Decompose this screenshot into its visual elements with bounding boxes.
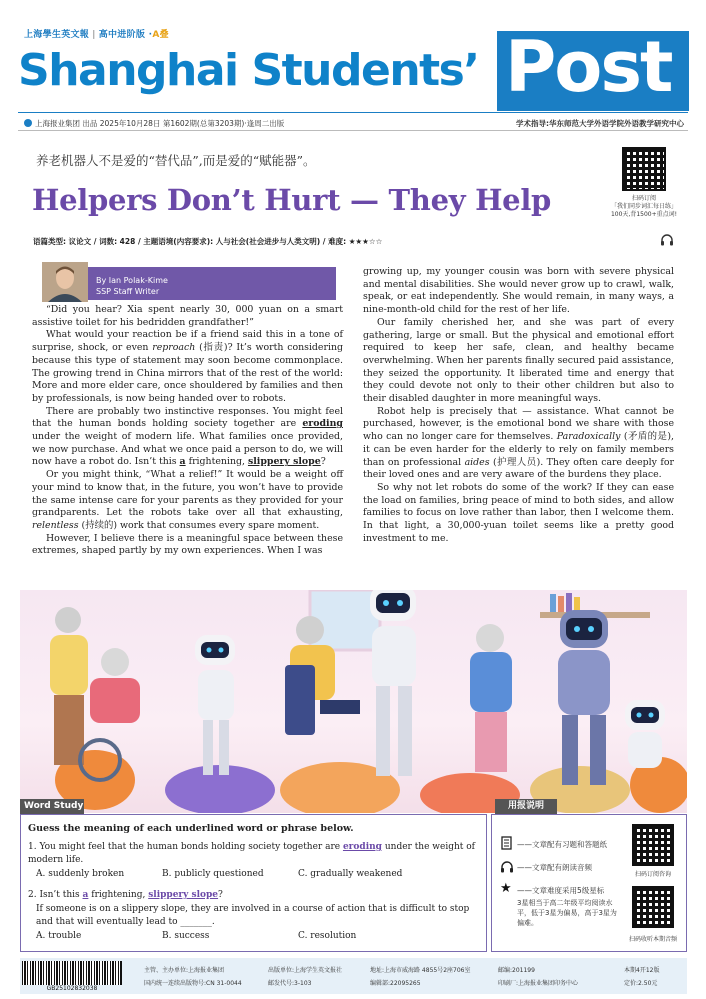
usage-row-difficulty: ——文章难度采用5级星标 xyxy=(517,886,605,895)
paragraph: So why not let robots do some of the work? If they can ease the load on families, bring peace of mind to both sides, and allow families to focus on love rather than labor, then I welcome them. In that light, a 30,000-yuan toilet seems like a pretty good investment to me. xyxy=(363,481,674,544)
publication-info: 上海报业集团 出品 2025年10月28日 第1602期(总第3203期)·逢周二出版 xyxy=(24,118,284,129)
article-column-left xyxy=(32,304,343,558)
footer-address: 地址:上海市威海路 4855号2座706室 xyxy=(370,967,471,974)
paragraph: “Did you hear? Xia spent nearly 30, 000 yuan on a smart assistive toilet for his bedridden grandfather!” xyxy=(32,304,343,328)
qr-caption: 扫码订阅 「我们同步词汇每日练」 100天,背1500+重点词! xyxy=(610,195,678,218)
worksheet-icon xyxy=(500,836,514,850)
article-column-right xyxy=(363,266,674,545)
masthead-title: Shanghai Students’ xyxy=(18,45,479,96)
byline xyxy=(96,275,168,297)
footer-phone: 编辑部:22095265 xyxy=(370,980,421,987)
paragraph: Or you might think, “What a relief!” It would be a weight off your mind to know that, in the future, you won’t have to provide the same intense care for your parents as they provided for your grandparents. Let the robots take over all that exhausting, relentless (持续的) work that consumes every spare moment. xyxy=(32,469,343,531)
subscribe-qr-code[interactable] xyxy=(622,147,666,191)
paragraph: However, I believe there is a meaningful space between these extremes, shaped partly by my own experiences. When I was xyxy=(32,532,343,557)
masthead-rule xyxy=(18,112,688,113)
subscribe-consult-qr-code[interactable] xyxy=(632,824,674,866)
academic-advisor: 学术指导:华东师范大学外语学院外语教学研究中心 xyxy=(516,119,684,128)
barcode-number: GB25102832038 xyxy=(46,985,98,992)
group-logo-icon xyxy=(24,119,32,127)
footer-pages: 本期4开12版 xyxy=(624,967,660,974)
word-study-title: Guess the meaning of each underlined word or phrase below. xyxy=(28,823,354,834)
q2-option-c[interactable]: C. resolution xyxy=(298,931,357,941)
barcode xyxy=(22,961,122,985)
author-avatar xyxy=(42,262,88,302)
paragraph: growing up, my younger cousin was born with severe physical and mental disabilities. She would never grow up to crawl, walk, speak, or eat independently. She would remain, in many ways, a nine-month-old child for the rest of her life. xyxy=(363,266,674,316)
word-study-label: Word Study xyxy=(20,799,84,814)
illustration-elder-care-robots xyxy=(20,590,687,813)
qr2-caption: 扫码收听本期音频 xyxy=(628,936,677,943)
author-role: SSP Staff Writer xyxy=(96,287,160,296)
keyword-slippery-slope: slippery slope xyxy=(148,890,219,900)
article-subhead: 养老机器人不是爱的“替代品”,而是爱的“赋能器”。 xyxy=(36,153,316,168)
footer-postcode: 邮发代号:3-103 xyxy=(268,980,312,987)
headphone-icon[interactable] xyxy=(660,234,674,246)
star-icon: ★ xyxy=(500,881,512,896)
keyword-eroding: eroding xyxy=(342,842,382,852)
audio-icon xyxy=(500,861,514,873)
edition: 高中进阶版 ·A叠 xyxy=(98,30,169,40)
author-name: By Ian Polak-Kime xyxy=(96,276,168,285)
footer-cn: 国内统一连续出版物号:CN 31-0044 xyxy=(144,980,242,987)
usage-row-audio: ——文章配有朗读音频 xyxy=(517,863,592,872)
question-1: 1. You might feel that the human bonds holding society together are eroding under the weight of modern life. xyxy=(28,842,475,865)
brand-line: 上海學生英文報 | 高中进阶版 ·A叠 xyxy=(24,30,169,40)
paragraph: Robot help is precisely that — assistance. What cannot be purchased, however, is the emotional bond we share with those who can no longer care for themselves. Paradoxically (矛盾的是), it can be even harder for the elderly to rely on family members than on professional aides (护理人员). They often care deeply for their loved ones and are very aware of the burdens they place. xyxy=(363,405,675,481)
word-study-box xyxy=(20,814,487,952)
sub-rule xyxy=(18,130,688,131)
keyword-a: a xyxy=(82,890,89,900)
difficulty-note: 3星相当于高二年级平均阅读水平，低于3星为偏易，高于3星为偏难。 xyxy=(517,899,617,927)
q1-option-b[interactable]: B. publicly questioned xyxy=(162,869,264,879)
q1-option-a[interactable]: A. suddenly broken xyxy=(36,869,125,879)
qr1-caption: 扫码订阅咨询 xyxy=(634,871,671,878)
usage-label: 用报说明 xyxy=(495,799,557,814)
masthead-post: Post xyxy=(505,26,672,108)
keyword-slippery-slope: slippery slope xyxy=(247,456,321,468)
keyword-eroding: eroding xyxy=(302,418,343,430)
paragraph: What would your reaction be if a friend said this in a tone of surprise, shock, or even reproach (指责)? It’s worth considering because this type of statement may soon become commonplace. The growing trend in China mirrors that of the rest of the world: More and more elder care, once shouldered by families and then by professionals, is now being handed over to robots. xyxy=(32,329,344,404)
audio-qr-code[interactable] xyxy=(632,886,674,928)
paragraph: There are probably two instinctive responses. You might feel that the human bonds holding society together are eroding under the weight of modern life. What families once provided, we now purchase. And what we once paid a person to do, we will now have a robot do. Isn’t this a frightening, slippery slope? xyxy=(32,405,343,468)
q2-option-b[interactable]: B. success xyxy=(162,931,210,941)
footer-publisher: 出版单位:上海学生英文报社 xyxy=(268,967,343,974)
usage-row-worksheet: ——文章配有习题和答题纸 xyxy=(517,840,607,849)
brand-name: 上海學生英文報 xyxy=(24,30,90,40)
paragraph: Our family cherished her, and she was part of every gathering, large or small. But the physical and emotional effort required to keep her safe, clean, and healthy became overwhelming. When her parents finally secured paid assistance, they seized the opportunity. It liberated time and energy that they could devote not only to their other children but also to their disabled daughter in more meaningful ways. xyxy=(363,316,674,405)
q2-option-a[interactable]: A. trouble xyxy=(36,931,82,941)
question-2: 2. Isn’t this a frightening, slippery slope? xyxy=(28,890,223,900)
footer-zip: 邮编:201199 xyxy=(498,967,535,974)
article-title: Helpers Don’t Hurt — They Help xyxy=(32,183,552,217)
keyword-a: a xyxy=(179,456,186,468)
article-meta: 语篇类型: 议论文 / 词数: 428 / 主题语境(内容要求): 人与社会(社会进步与人类文明) / 难度: ★★★☆☆ xyxy=(33,237,383,246)
footer-host: 主管、主办单位:上海报业集团 xyxy=(144,967,225,974)
footer-printer: 印刷厂:上海报业集团印务中心 xyxy=(498,980,579,987)
q1-option-c[interactable]: C. gradually weakened xyxy=(298,869,403,879)
footer-price: 定价:2.50元 xyxy=(624,980,658,987)
question-2-definition: If someone is on a slippery slope, they are involved in a course of action that is difficult to stop and that will eventually lead to _______. xyxy=(36,904,470,927)
